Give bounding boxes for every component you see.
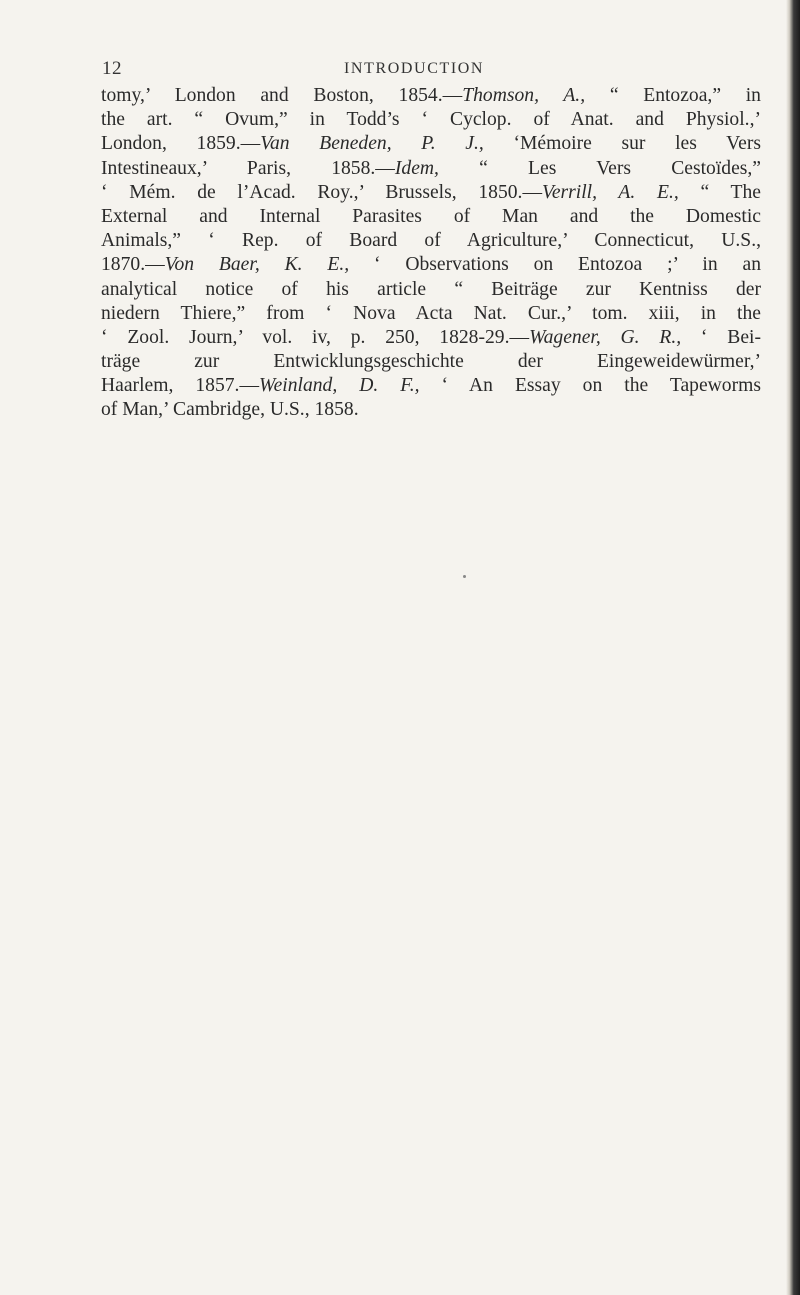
author-name-italic: Idem, bbox=[394, 157, 439, 179]
text-segment: ‘ Zool. Journ,’ vol. iv, p. 250, 1828-29.— bbox=[101, 326, 530, 348]
text-segment: of Man,’ Cambridge, U.S., 1858. bbox=[101, 399, 359, 421]
page-spine-edge bbox=[786, 0, 800, 1295]
text-line bbox=[101, 374, 761, 398]
text-segment: ‘ Observations on Entozoa ;’ in an bbox=[349, 254, 761, 276]
text-segment: 1870.— bbox=[101, 254, 165, 276]
text-segment: London, 1859.— bbox=[101, 133, 261, 155]
text-segment: ‘ An Essay on the Tapeworms bbox=[419, 375, 761, 397]
text-segment: “ The bbox=[678, 181, 761, 203]
text-segment: the art. “ Ovum,” in Todd’s ‘ Cyclop. of Anat. and Physiol.,’ bbox=[101, 109, 761, 131]
running-head: INTRODUCTION bbox=[344, 60, 485, 77]
author-name-italic: Thomson, A., bbox=[462, 85, 586, 106]
text-segment: analytical notice of his article “ Beiträge zur Kentniss der bbox=[101, 278, 761, 300]
author-name-italic: Van Beneden, P. J., bbox=[260, 133, 484, 155]
text-segment: ‘ Bei- bbox=[681, 326, 761, 348]
author-name-italic: Verrill, A. E., bbox=[542, 181, 679, 203]
text-line bbox=[101, 157, 761, 181]
text-segment: Intestineaux,’ Paris, 1858.— bbox=[101, 157, 395, 179]
text-line bbox=[101, 278, 761, 302]
text-line bbox=[101, 205, 761, 229]
text-segment: tomy,’ London and Boston, 1854.— bbox=[101, 85, 463, 106]
text-segment: ‘Mémoire sur les Vers bbox=[483, 133, 761, 155]
text-segment: Haarlem, 1857.— bbox=[101, 375, 260, 397]
text-segment: ‘ Mém. de l’Acad. Roy.,’ Brussels, 1850.— bbox=[101, 181, 543, 203]
text-segment: Animals,” ‘ Rep. of Board of Agriculture,’ Connecticut, U.S., bbox=[101, 230, 761, 252]
text-line bbox=[101, 229, 761, 253]
page-number: 12 bbox=[102, 58, 122, 79]
text-line bbox=[101, 253, 761, 277]
paper-speck bbox=[463, 575, 466, 578]
body-paragraph bbox=[101, 84, 761, 423]
text-line bbox=[101, 84, 761, 108]
text-segment: External and Internal Parasites of Man and the Domestic bbox=[101, 205, 761, 227]
text-line bbox=[101, 181, 761, 205]
author-name-italic: Wagener, G. R., bbox=[529, 326, 682, 348]
text-segment: “ Entozoa,” in bbox=[585, 85, 761, 106]
text-line bbox=[101, 326, 761, 350]
text-line bbox=[101, 132, 761, 156]
text-segment: träge zur Entwicklungsgeschichte der Eingeweidewürmer,’ bbox=[101, 351, 761, 373]
text-line bbox=[101, 108, 761, 132]
author-name-italic: Von Baer, K. E., bbox=[164, 254, 350, 276]
text-segment: niedern Thiere,” from ‘ Nova Acta Nat. Cur.,’ tom. xiii, in the bbox=[101, 302, 761, 324]
text-line bbox=[101, 398, 761, 422]
text-line bbox=[101, 350, 761, 374]
text-line bbox=[101, 302, 761, 326]
author-name-italic: Weinland, D. F., bbox=[259, 375, 420, 397]
text-segment: “ Les Vers Cestoïdes,” bbox=[438, 157, 761, 179]
